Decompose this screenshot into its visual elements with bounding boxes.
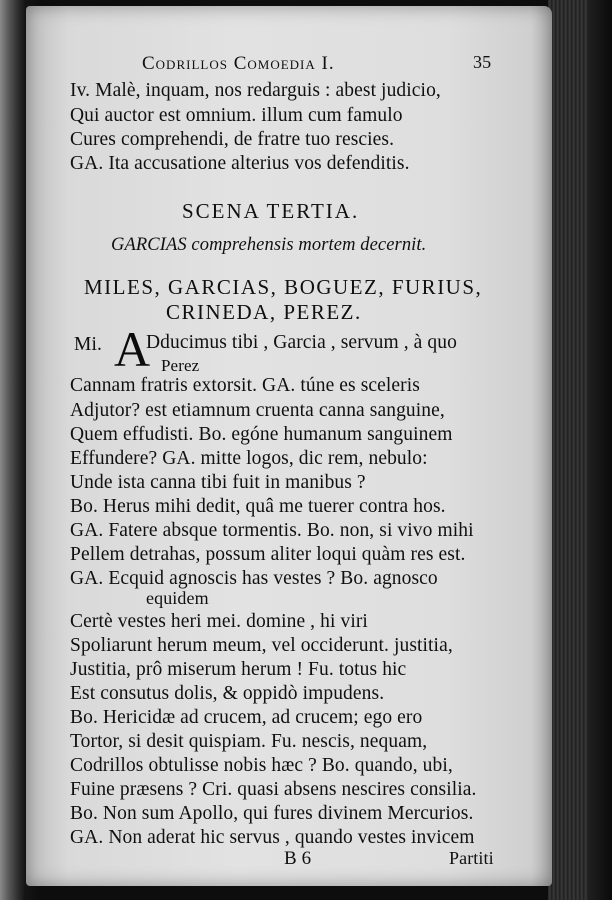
dialogue-line: Tortor, si desit quispiam. Fu. nescis, nequam, [70,731,428,752]
dialogue-line: Cannam fratris extorsit. GA. túne es sceleris [70,375,420,396]
cast-list-line: CRINEDA, PEREZ. [166,300,362,324]
dialogue-line: Effundere? GA. mitte logos, dic rem, nebulo: [70,448,428,469]
dialogue-line: Codrillos obtulisse nobis hæc ? Bo. quando, ubi, [70,755,453,776]
dialogue-line: Adjutor? est etiamnum cruenta canna sanguine, [70,400,445,421]
dialogue-line: Certè vestes heri mei. domine , hi viri [70,611,368,632]
page-edges-right [548,0,588,900]
dialogue-line: Justitia, prô miserum herum ! Fu. totus hic [70,659,407,680]
text-line: Qui auctor est omnium. illum cum famulo [70,105,403,126]
dialogue-line: Est consutus dolis, & oppidò impudens. [70,683,385,704]
running-head: Codrillos Comoedia I. [142,53,335,74]
text-line: Iv. Malè, inquam, nos redarguis : abest judicio, [70,80,441,101]
dialogue-line: Bo. Non sum Apollo, qui fures divinem Mercurios. [70,803,474,824]
dialogue-line: GA. Non aderat hic servus , quando vestes invicem [70,827,475,848]
left-page-edge [0,0,26,900]
scene-title: SCENA TERTIA. [182,199,360,223]
drop-cap: A [114,321,151,377]
signature-mark: B 6 [284,848,312,869]
text-line: Cures comprehendi, de fratre tuo rescies. [70,129,395,150]
cast-list-line: MILES, GARCIAS, BOGUEZ, FURIUS, [84,275,483,299]
page-number: 35 [473,52,492,72]
first-speech-continuation: Perez [161,356,200,375]
dialogue-line: Spoliarunt herum meum, vel occiderunt. justitia, [70,635,453,656]
dialogue-line: Unde ista canna tibi fuit in manibus ? [70,472,366,493]
dialogue-line: Bo. Hericidæ ad crucem, ad crucem; ego ero [70,707,423,728]
dialogue-line: Bo. Herus mihi dedit, quâ me tuerer contra hos. [70,496,446,517]
book-page [26,6,552,886]
dialogue-continuation: equidem [146,588,209,608]
dialogue-line: Pellem detrahas, possum aliter loqui quàm res est. [70,544,466,565]
first-speech-line: Dducimus tibi , Garcia , servum , à quo [146,332,457,353]
speaker-label: Mi. [74,334,102,355]
dialogue-line: Quem effudisti. Bo. egóne humanum sanguinem [70,424,453,445]
dialogue-line: GA. Ecquid agnoscis has vestes ? Bo. agnosco [70,568,438,589]
text-line: GA. Ita accusatione alterius vos defenditis. [70,153,410,174]
dialogue-line: Fuine præsens ? Cri. quasi absens nescires consilia. [70,779,477,800]
catchword: Partiti [449,848,494,868]
dialogue-line: GA. Fatere absque tormentis. Bo. non, si vivo mihi [70,520,474,541]
scene-summary: GARCIAS comprehensis mortem decernit. [111,235,427,255]
